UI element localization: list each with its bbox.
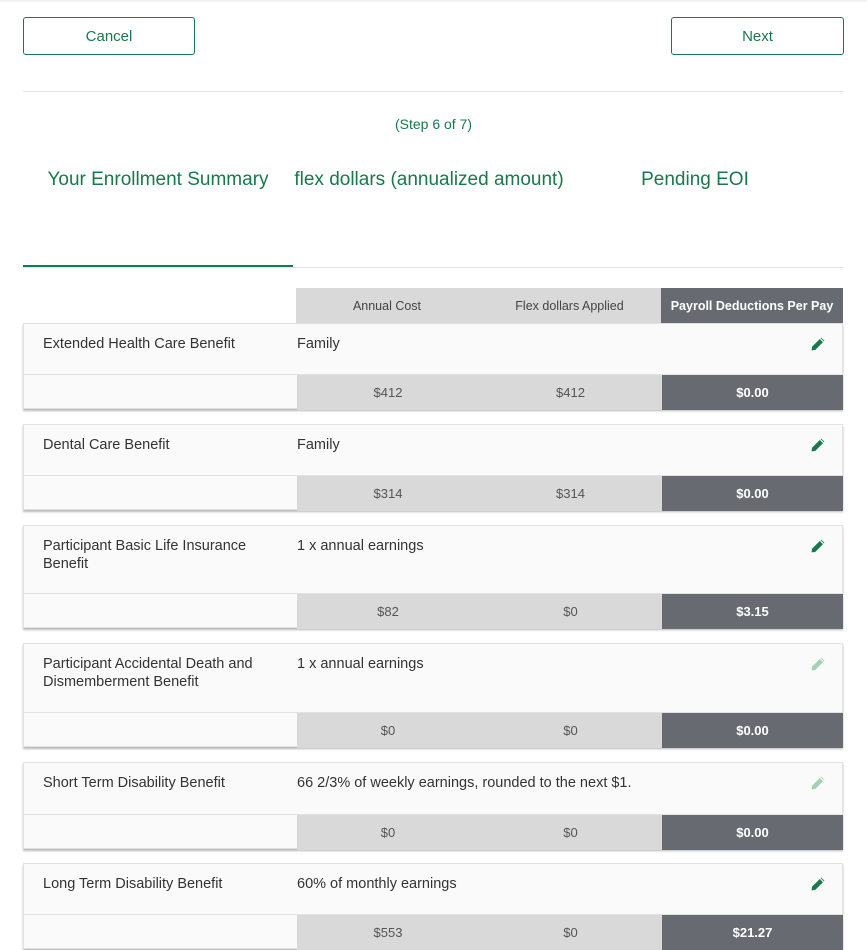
flex-dollars-value: $0 — [479, 915, 662, 950]
benefit-costs — [24, 915, 842, 950]
annual-cost-value: $0 — [297, 713, 479, 748]
payroll-deduction-value: $0.00 — [662, 713, 843, 748]
benefit-card — [23, 863, 843, 949]
benefit-option: Family — [297, 437, 340, 453]
header-divider — [23, 91, 844, 92]
benefit-name: Dental Care Benefit — [43, 437, 170, 453]
flex-dollars-value: $0 — [479, 815, 662, 850]
benefit-costs — [24, 594, 842, 629]
column-header-payroll-deductions: Payroll Deductions Per Pay — [661, 288, 843, 323]
annual-cost-value: $0 — [297, 815, 479, 850]
benefit-name: Participant Accidental Death and Dismemberment Benefit — [43, 656, 253, 690]
benefit-card — [23, 323, 843, 409]
pencil-icon[interactable] — [810, 656, 826, 672]
annual-cost-value: $82 — [297, 594, 479, 629]
next-button[interactable]: Next — [671, 17, 844, 55]
benefit-option: 1 x annual earnings — [297, 656, 424, 672]
payroll-deduction-value: $0.00 — [662, 375, 843, 410]
column-header-annual-cost: Annual Cost — [296, 288, 478, 323]
benefit-costs — [24, 375, 842, 410]
top-edge — [0, 0, 867, 3]
annual-cost-value: $553 — [297, 915, 479, 950]
flex-dollars-value: $412 — [479, 375, 662, 410]
benefit-name: Long Term Disability Benefit — [43, 876, 223, 892]
pencil-icon[interactable] — [810, 538, 826, 554]
benefit-header — [24, 644, 842, 713]
annual-cost-value: $412 — [297, 375, 479, 410]
benefit-costs — [24, 476, 842, 511]
flex-dollars-value: $0 — [479, 713, 662, 748]
benefit-name: Participant Basic Life Insurance Benefit — [43, 538, 247, 572]
active-tab-indicator — [23, 265, 293, 267]
payroll-deduction-value: $0.00 — [662, 476, 843, 511]
payroll-deduction-value: $21.27 — [662, 915, 843, 950]
annual-cost-value: $314 — [297, 476, 479, 511]
benefit-card — [23, 643, 843, 747]
benefit-card — [23, 762, 843, 849]
flex-dollars-value: $314 — [479, 476, 662, 511]
benefit-costs — [24, 713, 842, 748]
pencil-icon[interactable] — [810, 876, 826, 892]
benefit-card — [23, 525, 843, 628]
benefit-header — [24, 425, 842, 476]
benefit-name: Short Term Disability Benefit — [43, 775, 225, 791]
benefit-header — [24, 763, 842, 815]
step-indicator: (Step 6 of 7) — [394, 116, 473, 132]
benefit-header — [24, 864, 842, 915]
benefit-costs — [24, 815, 842, 850]
cancel-button[interactable]: Cancel — [23, 17, 195, 55]
benefit-option: 66 2/3% of weekly earnings, rounded to the next $1. — [297, 775, 632, 791]
payroll-deduction-value: $3.15 — [662, 594, 843, 629]
pencil-icon[interactable] — [810, 775, 826, 791]
tabs-divider — [23, 267, 844, 268]
column-header-flex-dollars: Flex dollars Applied — [478, 288, 661, 323]
pencil-icon[interactable] — [810, 336, 826, 352]
payroll-deduction-value: $0.00 — [662, 815, 843, 850]
benefit-option: 60% of monthly earnings — [297, 876, 457, 892]
benefit-option: Family — [297, 336, 340, 352]
tab-pending-eoi[interactable]: Pending EOI — [641, 169, 749, 190]
benefit-option: 1 x annual earnings — [297, 538, 424, 554]
tab-enrollment-summary[interactable]: Your Enrollment Summary — [47, 169, 269, 190]
benefit-header — [24, 526, 842, 594]
pencil-icon[interactable] — [810, 437, 826, 453]
benefit-header — [24, 324, 842, 375]
tab-flex-dollars[interactable]: flex dollars (annualized amount) — [294, 169, 564, 190]
benefit-card — [23, 424, 843, 510]
benefit-name: Extended Health Care Benefit — [43, 336, 235, 352]
flex-dollars-value: $0 — [479, 594, 662, 629]
